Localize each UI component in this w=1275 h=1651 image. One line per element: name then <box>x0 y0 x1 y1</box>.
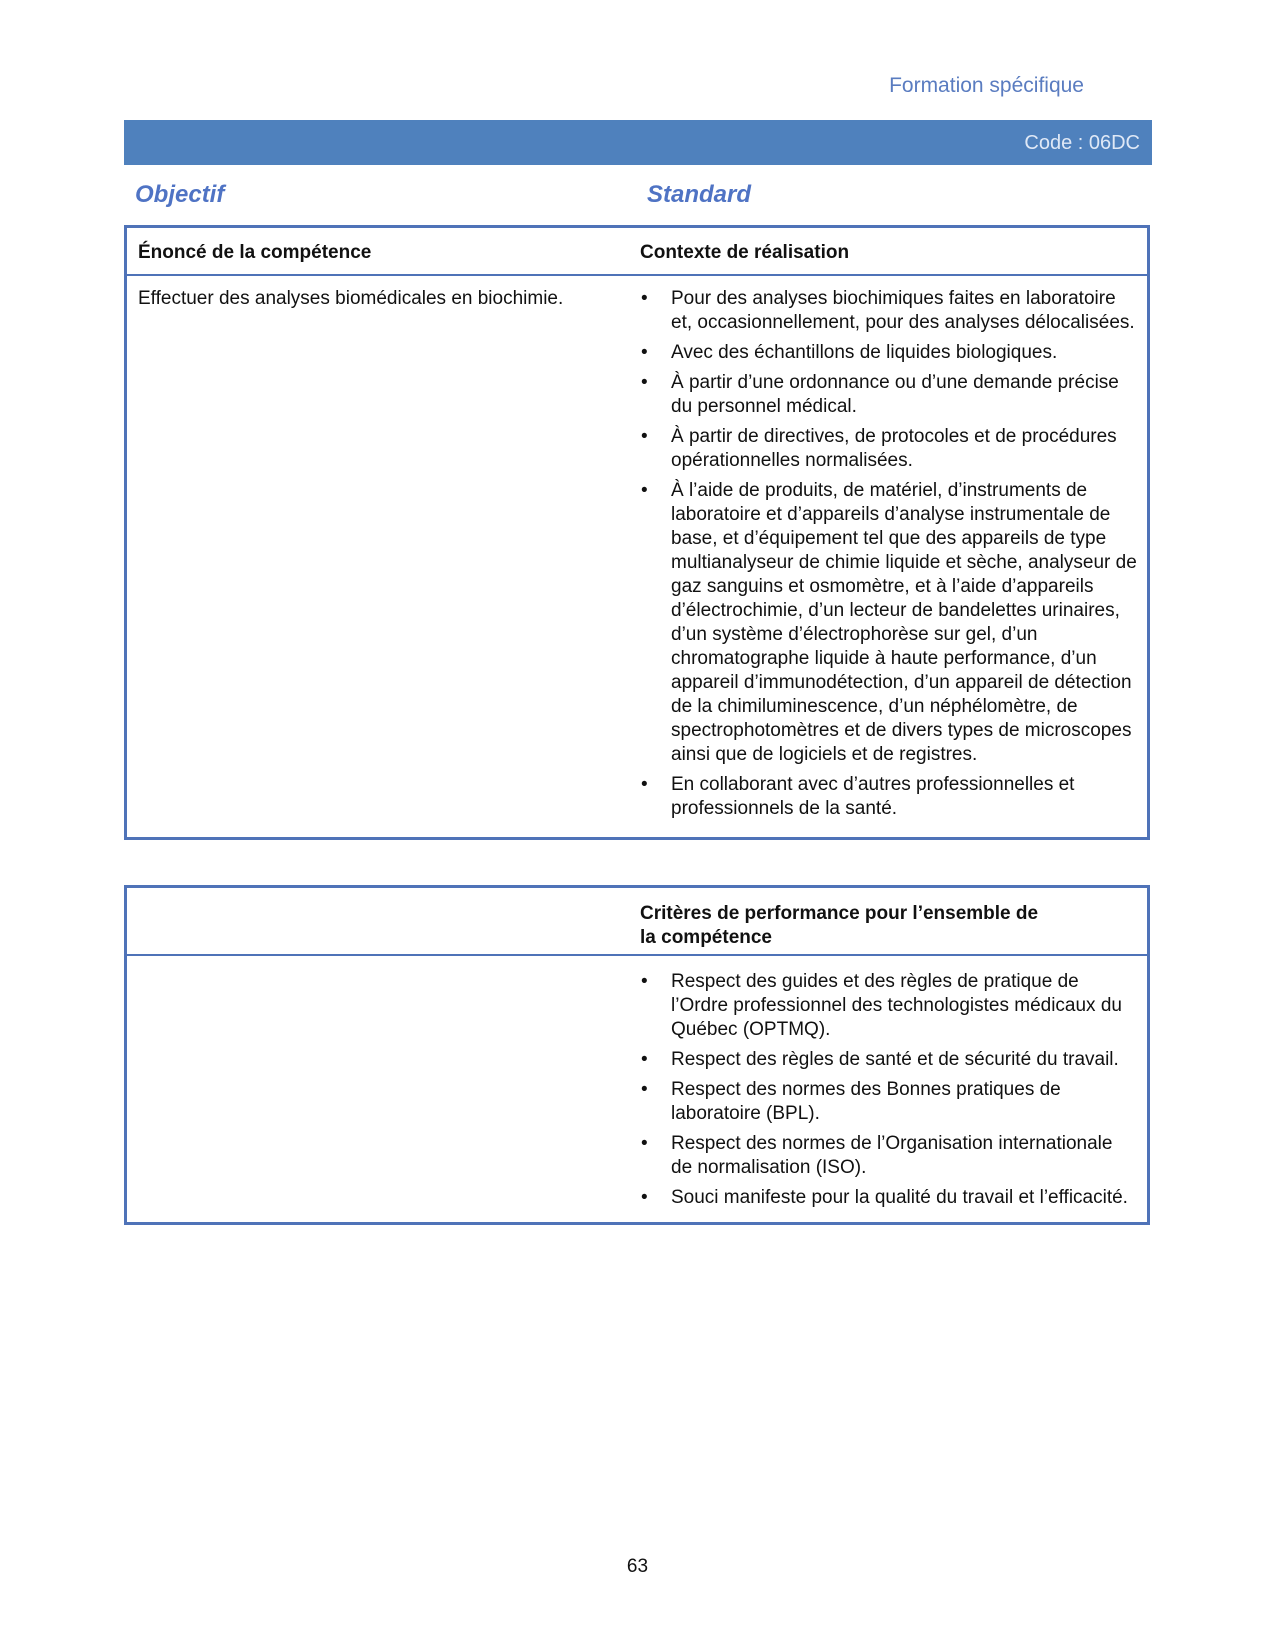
bullet-icon: • <box>641 342 648 363</box>
competence-table-header <box>126 227 1149 276</box>
criteria-item: • Respect des règles de santé et de sécurité du travail. <box>641 1049 1119 1070</box>
course-code: Code : 06DC <box>1024 132 1140 154</box>
context-item: • Avec des échantillons de liquides biologiques. <box>641 342 1058 363</box>
criteria-table <box>124 885 1150 1225</box>
statement-header-cell <box>126 227 639 276</box>
standard-heading: Standard <box>647 181 752 208</box>
statement-cell <box>126 275 639 839</box>
criteria-item: • Respect des guides et des règles de pratique de l’Ordre professionnel des technologistes médicaux du Québec (OPTMQ). <box>641 971 1122 1040</box>
criteria-item: • Respect des normes des Bonnes pratiques de laboratoire (BPL). <box>641 1079 1061 1124</box>
context-item: • En collaborant avec d’autres professionnelles et professionnels de la santé. <box>641 774 1075 819</box>
competence-statement: Effectuer des analyses biomédicales en biochimie. <box>138 288 564 309</box>
criteria-header: Critères de performance pour l’ensemble de la compétence <box>640 903 1039 948</box>
context-header: Contexte de réalisation <box>640 242 850 263</box>
criteria-table-body <box>126 955 1149 1224</box>
bullet-icon: • <box>641 372 648 393</box>
context-list <box>640 287 1137 821</box>
bullet-icon: • <box>641 1079 648 1100</box>
bullet-icon: • <box>641 971 648 992</box>
context-item: • Pour des analyses biochimiques faites en laboratoire et, occasionnellement, pour des analyses délocalisées. <box>641 288 1135 333</box>
context-item: • À l’aide de produits, de matériel, d’instruments de laboratoire et d’appareils d’analyse instrumentale de base, et d’équipement tel que des appareils de type multianalyseur de chimie liquide et sèche, analyseur de gaz sanguins et osmomètre, et à l’aide d’appareils d’électrochimie, d’un lecteur de bandelettes urinaires, d’un système d’électrophorèse sur gel, d’un chromatographe liquide à haute performance, d’un appareil d’immunodétection, d’un appareil de détection de la chimiluminescence, d’un néphélomètre, de spectrophotomètres et de divers types de microscopes ainsi que de logiciels et de registres. <box>641 480 1137 765</box>
criteria-empty-cell <box>126 955 639 1224</box>
objective-heading: Objectif <box>135 181 225 208</box>
page-number: 63 <box>626 1556 649 1577</box>
bullet-icon: • <box>641 426 648 447</box>
criteria-item: • Souci manifeste pour la qualité du travail et l’efficacité. <box>641 1187 1128 1208</box>
bullet-icon: • <box>641 774 648 795</box>
bullet-icon: • <box>641 1187 648 1208</box>
context-header-cell <box>638 227 1149 276</box>
criteria-item: • Respect des normes de l’Organisation internationale de normalisation (ISO). <box>641 1133 1113 1178</box>
criteria-table-header <box>126 887 1149 956</box>
criteria-empty-header-cell <box>126 887 639 956</box>
bullet-icon: • <box>641 480 648 501</box>
context-item: • À partir de directives, de protocoles et de procédures opérationnelles normalisées. <box>641 426 1117 471</box>
section-title: Formation spécifique <box>889 74 1084 97</box>
context-cell <box>638 275 1149 839</box>
competence-table <box>124 225 1150 840</box>
bullet-icon: • <box>641 1133 648 1154</box>
bullet-icon: • <box>641 288 648 309</box>
bullet-icon: • <box>641 1049 648 1070</box>
header-band <box>124 120 1152 165</box>
statement-header: Énoncé de la compétence <box>138 242 372 263</box>
criteria-cell <box>638 955 1149 1224</box>
criteria-list <box>640 970 1137 1210</box>
context-item: • À partir d’une ordonnance ou d’une demande précise du personnel médical. <box>641 372 1119 417</box>
competence-table-body <box>126 275 1149 839</box>
criteria-header-cell <box>638 887 1149 956</box>
